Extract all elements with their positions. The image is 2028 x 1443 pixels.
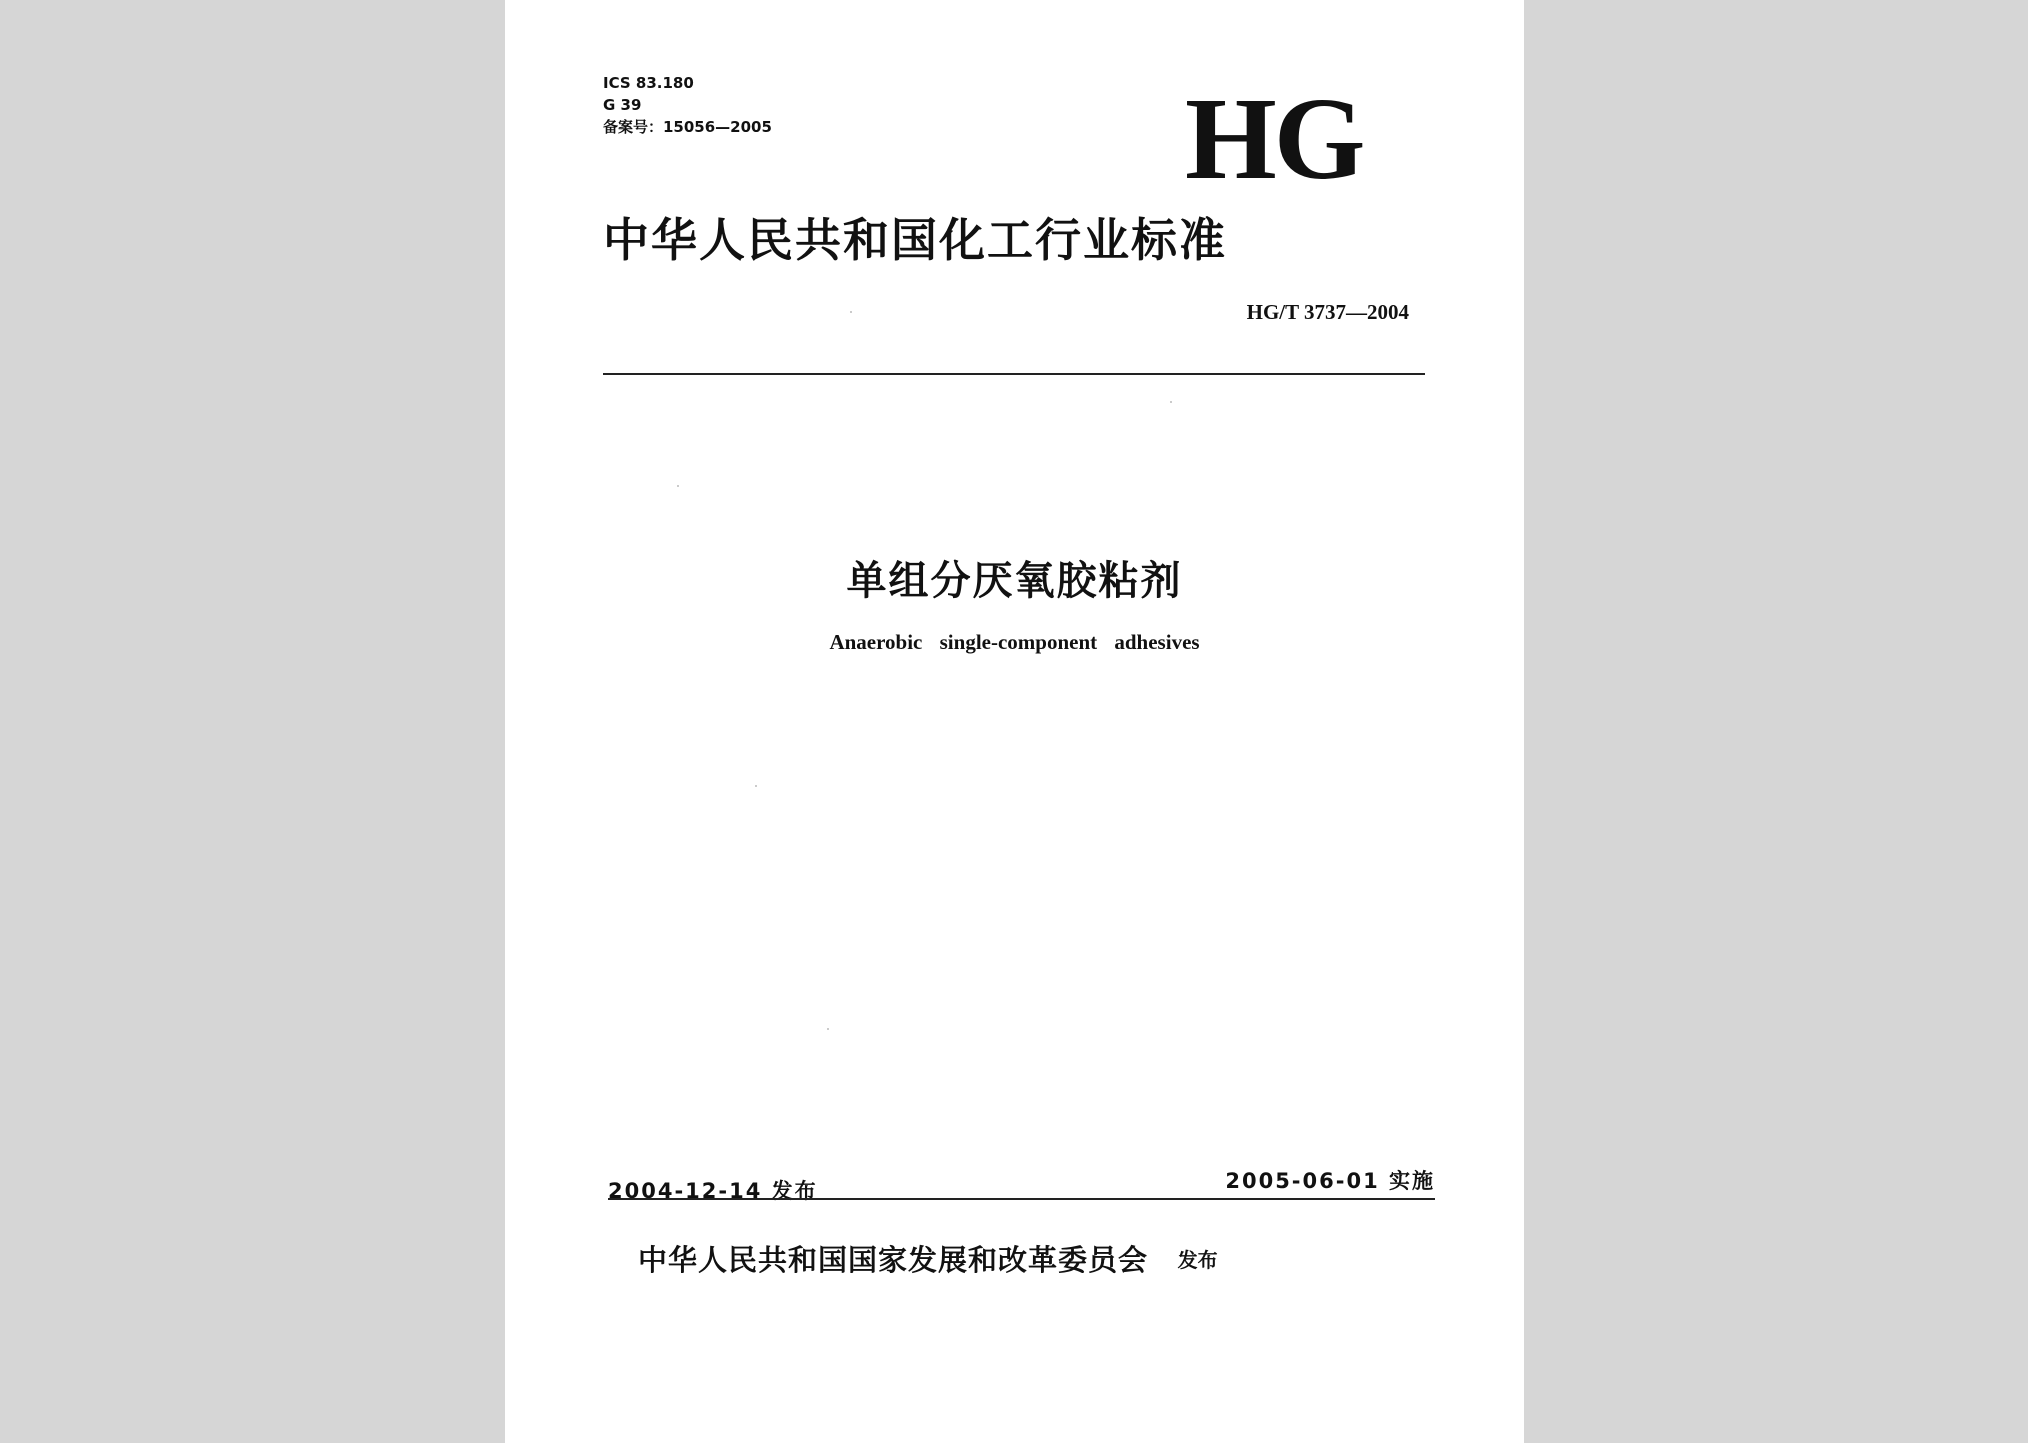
document-page xyxy=(505,0,1524,1443)
ccs-code: G 39 xyxy=(603,96,642,114)
header-divider xyxy=(603,373,1425,375)
scan-speck xyxy=(850,311,852,313)
document-title-chinese: 单组分厌氧胶粘剂 xyxy=(846,558,1183,604)
footer-divider xyxy=(608,1198,1435,1200)
publisher xyxy=(638,1238,1218,1279)
scan-speck xyxy=(827,1028,829,1030)
publisher-suffix: 发布 xyxy=(1177,1248,1218,1272)
standard-category-title: 中华人民共和国化工行业标准 xyxy=(603,213,1227,267)
ics-code: ICS 83.180 xyxy=(603,74,694,92)
classification-block xyxy=(603,72,772,138)
publish-date: 2004-12-14 发布 xyxy=(608,1179,818,1203)
scan-speck xyxy=(755,785,757,787)
publisher-name: 中华人民共和国国家发展和改革委员会 xyxy=(638,1243,1149,1277)
scan-speck xyxy=(1170,401,1172,403)
hg-logo: HG xyxy=(1185,73,1363,204)
scan-speck xyxy=(677,485,679,487)
document-title-english: Anaerobic single-component adhesives xyxy=(829,630,1200,654)
effective-date: 2005-06-01 实施 xyxy=(1225,1169,1435,1193)
standard-code: HG/T 3737—2004 xyxy=(1246,300,1409,324)
filing-number: 备案号：15056—2005 xyxy=(603,118,772,136)
